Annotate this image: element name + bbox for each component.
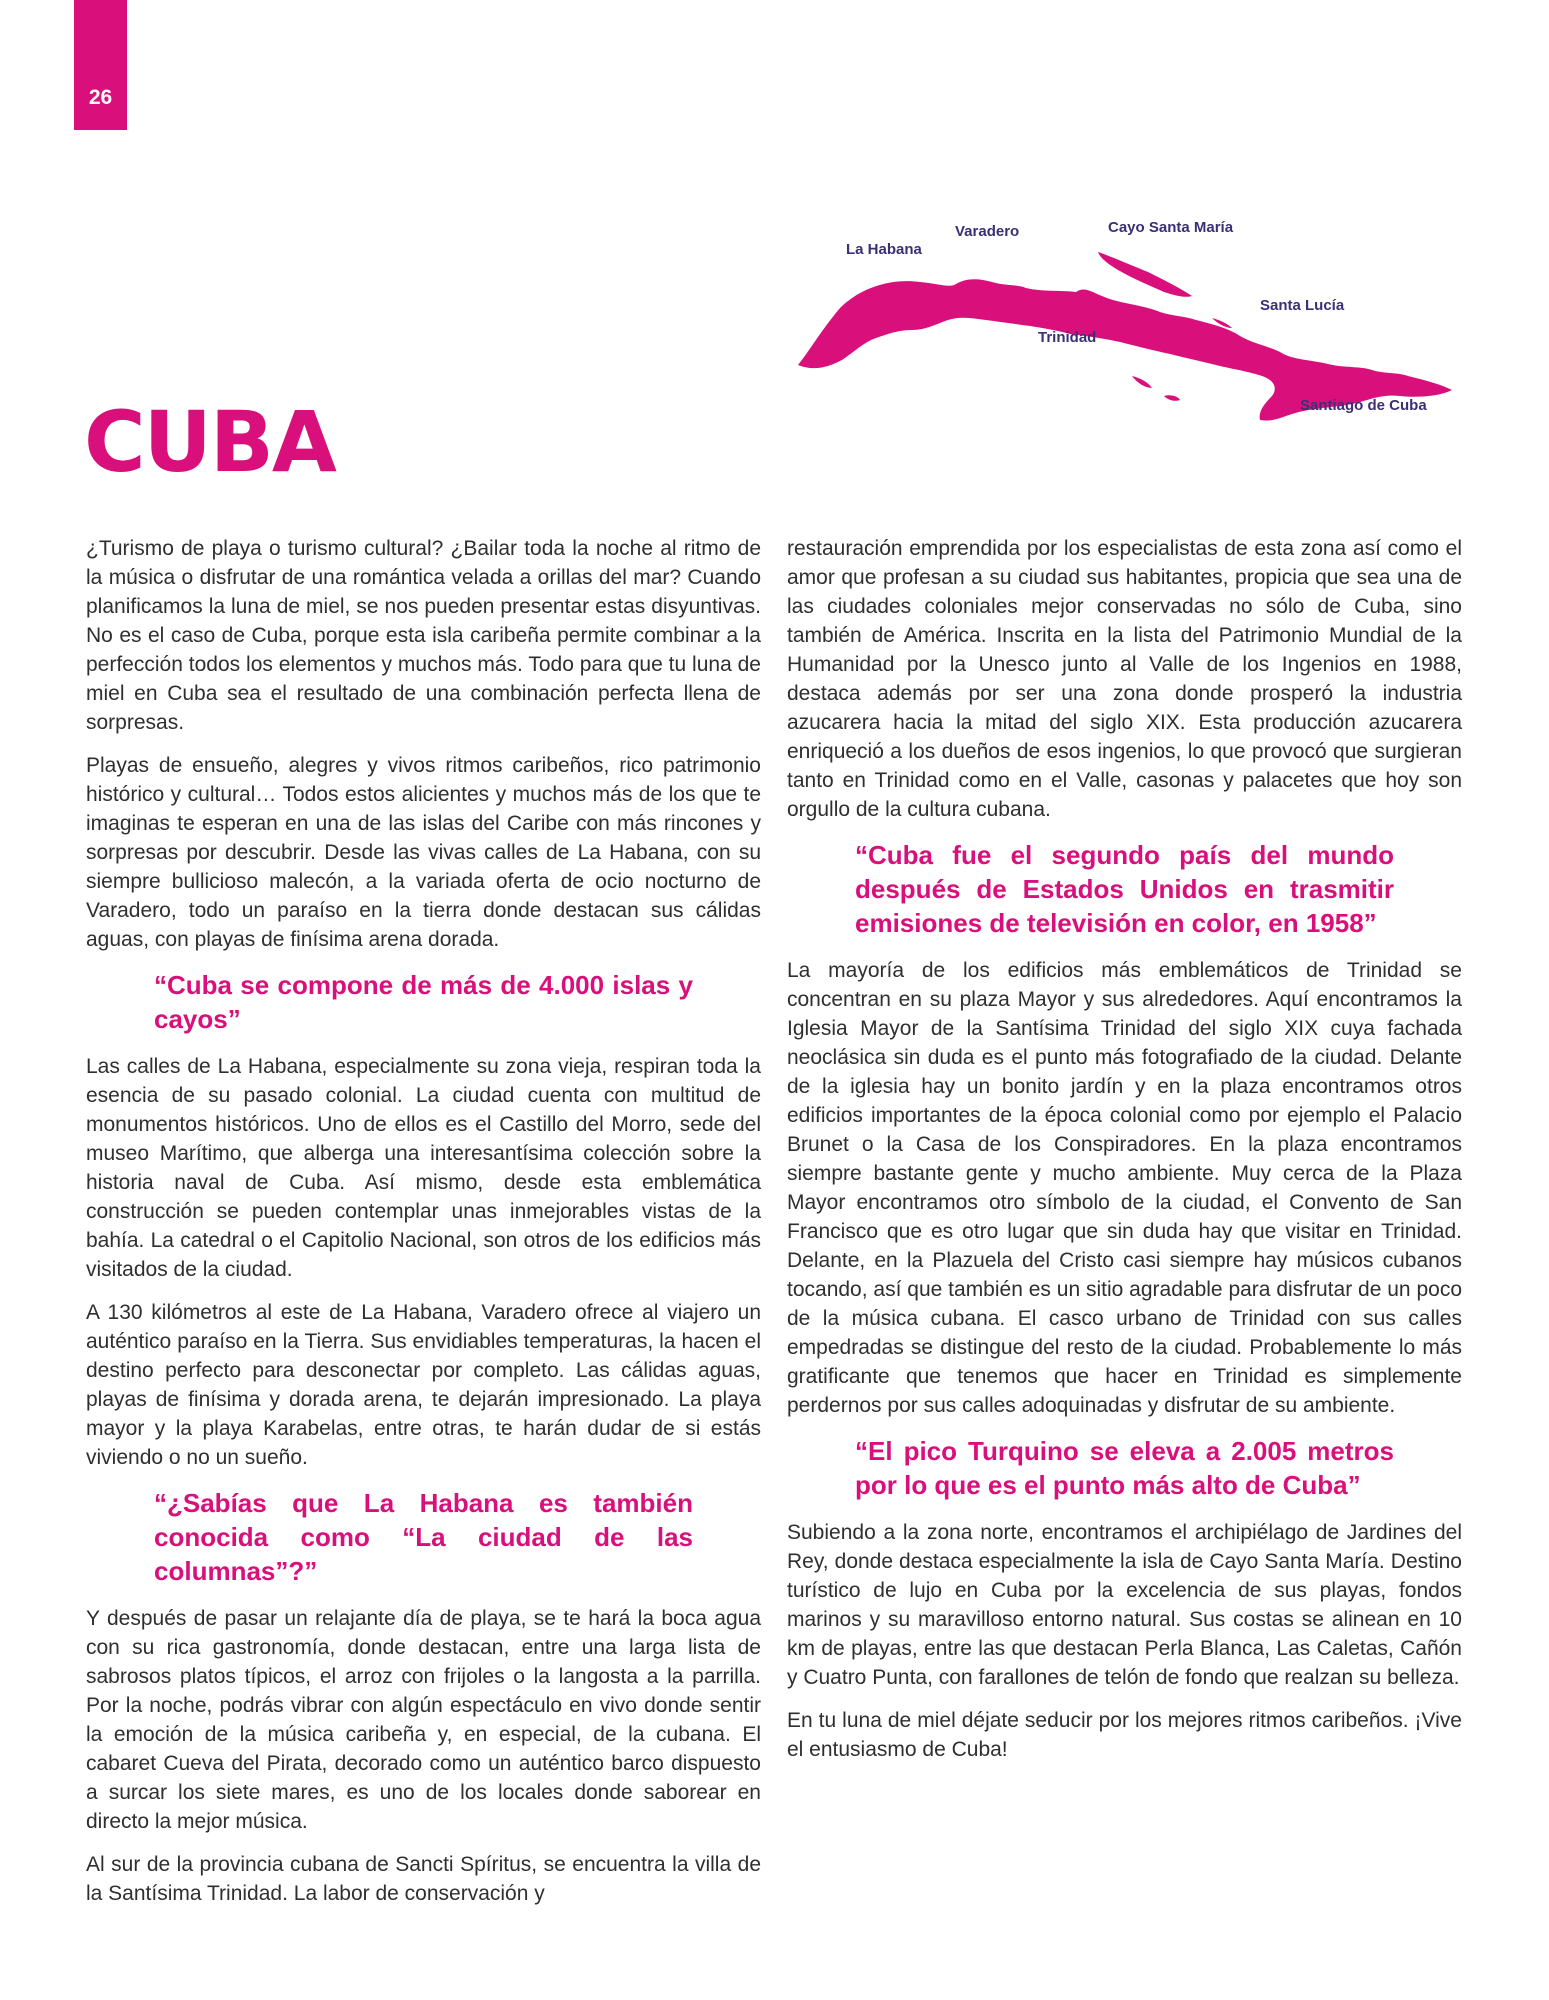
- body-paragraph: Subiendo a la zona norte, encontramos el archipiélago de Jardines del Rey, donde destaca especialmente la isla de Cayo Santa María. Destino turístico de lujo en Cuba por la excelencia de sus playas, fondos marinos y su maravilloso entorno natural. Sus costas se alinean en 10 km de playas, entre las que destacan Perla Blanca, Las Caletas, Cañón y Cuatro Punta, con farallones de telón de fondo que realzan su belleza.: [787, 1521, 1462, 1689]
- map-label-santa-lucia: Santa Lucía: [1260, 297, 1345, 314]
- body-paragraph: Al sur de la provincia cubana de Sancti Spíritus, se encuentra la villa de la Santísima Trinidad. La labor de conservación y: [86, 1853, 761, 1905]
- trinidad-islet-2: [1164, 395, 1180, 401]
- map-label-trinidad: Trinidad: [1038, 329, 1097, 346]
- pull-quote: “Cuba se compone de más de 4.000 islas y cayos”: [154, 970, 693, 1034]
- closing-paragraph: En tu luna de miel déjate seducir por los mejores ritmos caribeños. ¡Vive el entusiasmo de Cuba!: [787, 1709, 1462, 1761]
- page-number: 26: [88, 86, 113, 109]
- body-paragraph: restauración emprendida por los especialistas de esta zona así como el amor que profesan a su ciudad sus habitantes, propicia que sea una de las ciudades coloniales mejor conservadas no sólo de Cuba, sino también de América. Inscrita en la lista del Patrimonio Mundial de la Humanidad por la Unesco junto al Valle de los Ingenios en 1988, destaca además por ser una zona donde prosperó la industria azucarera hacia la mitad del siglo XIX. Esta producción azucarera enriqueció a los dueños de esos ingenios, lo que provocó que surgieran tanto en Trinidad como en el Valle, casonas y palacetes que hoy son orgullo de la cultura cubana.: [787, 537, 1462, 821]
- map-label-santiago-de-cuba: Santiago de Cuba: [1300, 397, 1427, 414]
- pull-quote: “¿Sabías que La Habana es también conocida como “La ciudad de las columnas”?”: [154, 1488, 693, 1586]
- intro-paragraph: ¿Turismo de playa o turismo cultural? ¿Bailar toda la noche al ritmo de la música o disfrutar de una romántica velada a orillas del mar? Cuando planificamos la luna de miel, se nos pueden presentar estas disyuntivas. No es el caso de Cuba, porque esta isla caribeña permite combinar a la perfección todos los elementos y muchos más. Todo para que tu luna de miel en Cuba sea el resultado de una combinación perfecta llena de sorpresas.: [86, 537, 761, 734]
- body-paragraph: Las calles de La Habana, especialmente su zona vieja, respiran toda la esencia de su pasado colonial. La ciudad cuenta con multitud de monumentos históricos. Uno de ellos es el Castillo del Morro, sede del museo Marítimo, que alberga una interesantísima colección sobre la historia naval de Cuba. Así mismo, desde esta emblemática construcción se pueden contemplar unas inmejorables vistas de la bahía. La catedral o el Capitolio Nacional, son otros de los edificios más visitados de la ciudad.: [86, 1055, 761, 1281]
- cuba-map: [780, 200, 1480, 440]
- body-paragraph: Playas de ensueño, alegres y vivos ritmos caribeños, rico patrimonio histórico y cultural… Todos estos alicientes y muchos más de los que te imaginas te esperan en una de las islas del Caribe con más rincones y sorpresas por descubrir. Desde las vivas calles de La Habana, con su siempre bullicioso malecón, a la variada oferta de ocio nocturno de Varadero, todo un paraíso en la tierra donde destacan sus cálidas aguas, con playas de finísima arena dorada.: [86, 754, 761, 951]
- page-title: CUBA: [84, 393, 335, 491]
- pull-quote: “El pico Turquino se eleva a 2.005 metros por lo que es el punto más alto de Cuba”: [855, 1436, 1394, 1500]
- trinidad-islet-1: [1132, 376, 1152, 388]
- right-column: [787, 534, 1462, 1778]
- map-label-varadero: Varadero: [955, 223, 1020, 240]
- body-paragraph: Y después de pasar un relajante día de playa, se te hará la boca agua con su rica gastronomía, donde destacan, entre una larga lista de sabrosos platos típicos, el arroz con frijoles o la langosta a la parrilla. Por la noche, podrás vibrar con algún espectáculo en vivo donde sentir la emoción de la música caribeña y, en especial, de la cubana. El cabaret Cueva del Pirata, decorado como un auténtico barco dispuesto a surcar los siete mares, es uno de los locales donde saborear en directo la mejor música.: [86, 1607, 761, 1833]
- body-paragraph: La mayoría de los edificios más emblemáticos de Trinidad se concentran en su plaza Mayor y sus alrededores. Aquí encontramos la Iglesia Mayor de la Santísima Trinidad del siglo XIX cuya fachada neoclásica sin duda es el punto más fotografiado de la ciudad. Delante de la iglesia hay un bonito jardín y en la plaza encontramos otros edificios importantes de la época colonial como por ejemplo el Palacio Brunet o la Casa de los Conspiradores. En la plaza encontramos siempre bastante gente y mucho ambiente. Muy cerca de la Plaza Mayor encontramos otro símbolo de la ciudad, el Convento de San Francisco que es otro lugar que sin duda hay que visitar en Trinidad. Delante, en la Plazuela del Cristo casi siempre hay músicos cubanos tocando, así que también es un sitio agradable para disfrutar de un poco de la música cubana. El casco urbano de Trinidad con sus calles empedradas se distingue del resto de la ciudad. Probablemente lo más gratificante que tenemos que hacer en Trinidad es simplemente perdernos por sus calles adoquinadas y disfrutar de su ambiente.: [787, 959, 1462, 1417]
- page-number-tab: [74, 0, 127, 130]
- cayos-norte-shape: [1098, 252, 1192, 297]
- map-label-cayo-santa-maria: Cayo Santa María: [1108, 219, 1234, 236]
- left-column: [86, 534, 761, 1922]
- map-label-la-habana: La Habana: [846, 241, 922, 258]
- body-paragraph: A 130 kilómetros al este de La Habana, Varadero ofrece al viajero un auténtico paraíso en la Tierra. Sus envidiables temperaturas, la hacen el destino perfecto para desconectar por completo. Las cálidas aguas, playas de finísima y dorada arena, te dejarán impresionado. La playa mayor y la playa Karabelas, entre otras, te harán dudar de si estás viviendo o no un sueño.: [86, 1301, 761, 1469]
- pull-quote: “Cuba fue el segundo país del mundo después de Estados Unidos en trasmitir emisiones de televisión en color, en 1958”: [855, 840, 1394, 938]
